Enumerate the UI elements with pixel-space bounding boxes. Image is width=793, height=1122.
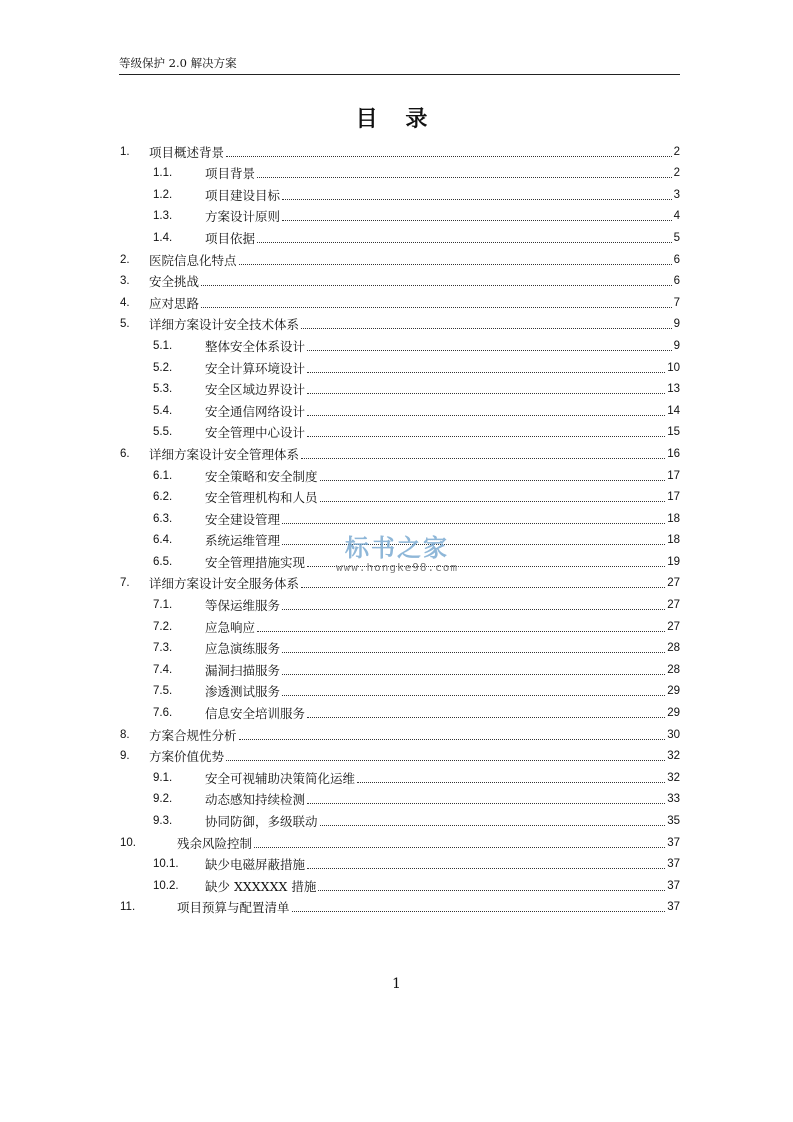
toc-dot-leader — [257, 631, 665, 632]
toc-entry-label: 动态感知持续检测 — [205, 792, 306, 808]
toc-entry-page: 9 — [673, 339, 680, 352]
toc-dot-leader — [239, 739, 666, 740]
toc-dot-leader — [307, 393, 665, 394]
toc-entry-page: 30 — [667, 728, 680, 741]
toc-entry-label: 信息安全培训服务 — [205, 706, 306, 722]
toc-dot-leader — [292, 911, 666, 912]
toc-entry-label: 整体安全体系设计 — [205, 338, 306, 354]
toc-entry-page: 13 — [667, 383, 680, 396]
toc-entry-label: 等保运维服务 — [205, 598, 281, 614]
toc-entry-number: 10.1. — [153, 858, 179, 871]
toc-dot-leader — [307, 803, 665, 804]
toc-entry[interactable] — [120, 162, 680, 184]
toc-entry-number: 9.1. — [153, 771, 173, 784]
toc-entry-label: 项目依据 — [205, 230, 256, 246]
toc-entry-label: 残余风险控制 — [177, 835, 253, 851]
toc-entry-page: 18 — [667, 534, 680, 547]
toc-dot-leader — [301, 587, 665, 588]
table-of-contents — [120, 140, 680, 917]
toc-entry[interactable] — [120, 486, 680, 508]
toc-dot-leader — [201, 307, 672, 308]
toc-entry-label: 安全管理措施实现 — [205, 554, 306, 570]
toc-entry-page: 5 — [673, 231, 680, 244]
toc-entry-label: 安全通信网络设计 — [205, 403, 306, 419]
toc-dot-leader — [301, 328, 672, 329]
toc-entry-page: 27 — [667, 577, 680, 590]
toc-entry-label: 协同防御，多级联动 — [205, 814, 318, 829]
toc-entry-page: 15 — [667, 426, 680, 439]
toc-entry[interactable] — [120, 356, 680, 378]
toc-entry-number: 1.3. — [153, 210, 173, 223]
toc-entry-label: 方案价值优势 — [149, 749, 225, 765]
toc-entry[interactable] — [120, 464, 680, 486]
toc-entry-page: 9 — [673, 318, 680, 331]
toc-entry[interactable] — [120, 183, 680, 205]
toc-entry-number: 7.5. — [153, 685, 173, 698]
toc-entry-page: 2 — [673, 167, 680, 180]
toc-entry[interactable] — [120, 593, 680, 615]
toc-dot-leader — [201, 285, 672, 286]
toc-entry[interactable] — [120, 788, 680, 810]
toc-entry-label: 安全策略和安全制度 — [205, 468, 318, 484]
toc-entry-number: 7.4. — [153, 663, 173, 676]
toc-entry-number: 6.5. — [153, 555, 173, 568]
toc-dot-leader — [357, 782, 665, 783]
toc-entry-label: 安全挑战 — [149, 274, 200, 290]
toc-entry-number: 10.2. — [153, 879, 179, 892]
toc-entry-page: 17 — [667, 491, 680, 504]
toc-entry-page: 27 — [667, 620, 680, 633]
toc-entry-page: 33 — [667, 793, 680, 806]
toc-entry-label: 漏洞扫描服务 — [205, 662, 281, 678]
toc-entry-label: 安全建设管理 — [205, 511, 281, 527]
toc-entry[interactable] — [120, 550, 680, 572]
toc-entry-label: 详细方案设计安全管理体系 — [149, 446, 300, 462]
toc-dot-leader — [282, 674, 665, 675]
toc-dot-leader — [254, 847, 665, 848]
toc-entry-label: 项目预算与配置清单 — [177, 900, 290, 916]
toc-entry[interactable] — [120, 226, 680, 248]
toc-entry-label: 安全区域边界设计 — [205, 382, 306, 398]
toc-dot-leader — [257, 177, 672, 178]
toc-entry-number: 3. — [120, 275, 130, 288]
toc-entry[interactable] — [120, 831, 680, 853]
toc-dot-leader — [226, 760, 665, 761]
toc-entry-page: 17 — [667, 469, 680, 482]
toc-dot-leader — [307, 350, 672, 351]
toc-entry[interactable] — [120, 853, 680, 875]
toc-entry-page: 35 — [667, 815, 680, 827]
toc-entry-number: 9.3. — [153, 815, 173, 827]
toc-entry-number: 11. — [120, 901, 136, 914]
toc-entry[interactable] — [120, 896, 680, 918]
toc-entry-number: 5.3. — [153, 383, 173, 396]
toc-entry-label: 医院信息化特点 — [149, 252, 237, 268]
toc-entry[interactable] — [120, 421, 680, 443]
toc-entry[interactable] — [120, 745, 680, 767]
toc-dot-leader — [282, 220, 672, 221]
toc-entry-label: 渗透测试服务 — [205, 684, 281, 700]
toc-entry-label: 安全管理中心设计 — [205, 425, 306, 441]
toc-entry-label: 详细方案设计安全服务体系 — [149, 576, 300, 592]
toc-dot-leader — [301, 458, 665, 459]
toc-entry-label: 项目概述背景 — [149, 144, 225, 160]
toc-dot-leader — [282, 609, 665, 610]
toc-entry-number: 7. — [120, 577, 130, 590]
toc-entry-number: 6. — [120, 447, 130, 460]
toc-entry-page: 6 — [673, 275, 680, 288]
toc-dot-leader — [257, 242, 672, 243]
toc-entry[interactable] — [120, 248, 680, 270]
toc-entry-page: 37 — [667, 858, 680, 871]
toc-entry-number: 5. — [120, 318, 130, 331]
watermark-title: 标书之家 — [345, 534, 449, 562]
toc-dot-leader — [307, 868, 665, 869]
toc-dot-leader — [226, 156, 672, 157]
toc-entry-page: 6 — [673, 253, 680, 266]
toc-dot-leader — [282, 695, 665, 696]
toc-entry-page: 37 — [667, 879, 680, 892]
toc-entry-label: 项目建设目标 — [205, 187, 281, 203]
toc-entry-label: 应急响应 — [205, 619, 256, 635]
toc-entry-page: 37 — [667, 901, 680, 914]
toc-entry[interactable] — [120, 637, 680, 659]
toc-entry-page: 32 — [667, 771, 680, 784]
watermark-url: www.hongke98.com — [336, 561, 458, 574]
toc-dot-leader — [320, 480, 666, 481]
toc-entry-number: 7.6. — [153, 707, 173, 720]
toc-entry-number: 1.1. — [153, 167, 173, 180]
toc-entry-page: 10 — [667, 361, 680, 374]
toc-entry-page: 16 — [667, 447, 680, 460]
toc-entry-page: 37 — [667, 836, 680, 849]
toc-entry-label: 安全计算环境设计 — [205, 360, 306, 376]
toc-entry-number: 6.3. — [153, 512, 173, 525]
toc-entry-number: 7.2. — [153, 620, 173, 633]
toc-title: 目 录 — [355, 106, 438, 132]
toc-entry-page: 14 — [667, 404, 680, 417]
toc-dot-leader — [307, 415, 665, 416]
toc-entry-label: 方案合规性分析 — [149, 727, 237, 743]
toc-entry[interactable] — [120, 442, 680, 464]
toc-entry-number: 5.4. — [153, 404, 173, 417]
toc-entry[interactable] — [120, 270, 680, 292]
toc-entry-number: 6.1. — [153, 469, 173, 482]
toc-dot-leader — [282, 652, 665, 653]
toc-entry-number: 2. — [120, 253, 130, 266]
toc-entry[interactable] — [120, 291, 680, 313]
toc-entry[interactable] — [120, 680, 680, 702]
toc-dot-leader — [318, 890, 665, 891]
page-header — [119, 56, 680, 75]
toc-dot-leader — [307, 436, 665, 437]
toc-entry[interactable] — [120, 507, 680, 529]
toc-entry-page: 18 — [667, 512, 680, 525]
toc-entry[interactable] — [120, 313, 680, 335]
toc-entry-number: 7.1. — [153, 599, 173, 612]
toc-entry-label: 缺少电磁屏蔽措施 — [205, 857, 306, 873]
toc-entry-number: 6.4. — [153, 534, 173, 547]
toc-dot-leader — [282, 544, 665, 545]
toc-entry-number: 7.3. — [153, 642, 173, 655]
toc-entry[interactable] — [120, 572, 680, 594]
toc-entry-label: 系统运维管理 — [205, 533, 281, 549]
toc-dot-leader — [282, 199, 672, 200]
toc-entry-page: 7 — [673, 296, 680, 309]
toc-entry[interactable] — [120, 723, 680, 745]
toc-entry-number: 1.4. — [153, 231, 173, 244]
toc-entry-label: 应急演练服务 — [205, 641, 281, 657]
toc-entry-page: 29 — [667, 707, 680, 720]
toc-entry-label: 应对思路 — [149, 295, 200, 311]
toc-entry-number: 10. — [120, 836, 136, 849]
toc-entry-number: 8. — [120, 728, 130, 741]
toc-entry-number: 5.5. — [153, 426, 173, 439]
toc-dot-leader — [282, 523, 665, 524]
toc-entry-page: 28 — [667, 663, 680, 676]
toc-entry-number: 4. — [120, 296, 130, 309]
toc-entry[interactable] — [120, 140, 680, 162]
toc-entry-number: 9.2. — [153, 793, 173, 806]
toc-entry-number: 1.2. — [153, 188, 173, 201]
toc-entry-label: 方案设计原则 — [205, 209, 281, 225]
toc-entry[interactable] — [120, 378, 680, 400]
toc-dot-leader — [320, 501, 666, 502]
toc-entry-label: 安全管理机构和人员 — [205, 490, 318, 506]
toc-entry-page: 4 — [673, 210, 680, 223]
toc-entry-number: 6.2. — [153, 491, 173, 504]
toc-entry-label: 安全可视辅助决策简化运维 — [205, 770, 356, 786]
toc-entry-number: 5.2. — [153, 361, 173, 374]
toc-entry-label: 项目背景 — [205, 166, 256, 182]
toc-entry[interactable] — [120, 334, 680, 356]
toc-entry-page: 27 — [667, 599, 680, 612]
toc-entry[interactable] — [120, 399, 680, 421]
toc-entry-page: 28 — [667, 642, 680, 655]
toc-entry-number: 5.1. — [153, 339, 173, 352]
toc-entry-label: 详细方案设计安全技术体系 — [149, 317, 300, 333]
toc-entry[interactable] — [120, 701, 680, 723]
page-number: 1 — [392, 976, 401, 992]
toc-entry-label: 缺少 XXXXXX 措施 — [205, 878, 317, 894]
toc-entry[interactable] — [120, 809, 680, 831]
toc-entry-page: 32 — [667, 750, 680, 763]
toc-entry[interactable] — [120, 529, 680, 551]
toc-entry-page: 19 — [667, 555, 680, 568]
toc-entry-page: 3 — [673, 188, 680, 201]
toc-entry-page: 2 — [673, 145, 680, 158]
toc-dot-leader — [307, 372, 665, 373]
toc-dot-leader — [307, 717, 665, 718]
toc-dot-leader — [239, 264, 672, 265]
toc-entry[interactable] — [120, 874, 680, 896]
toc-dot-leader — [307, 566, 665, 567]
toc-entry[interactable] — [120, 658, 680, 680]
header-text: 等级保护 2.0 解决方案 — [119, 56, 237, 70]
toc-entry-number: 9. — [120, 750, 130, 763]
toc-entry[interactable] — [120, 615, 680, 637]
toc-entry-number: 1. — [120, 145, 130, 158]
toc-entry[interactable] — [120, 205, 680, 227]
toc-entry[interactable] — [120, 766, 680, 788]
toc-dot-leader — [320, 825, 666, 826]
toc-entry-page: 29 — [667, 685, 680, 698]
